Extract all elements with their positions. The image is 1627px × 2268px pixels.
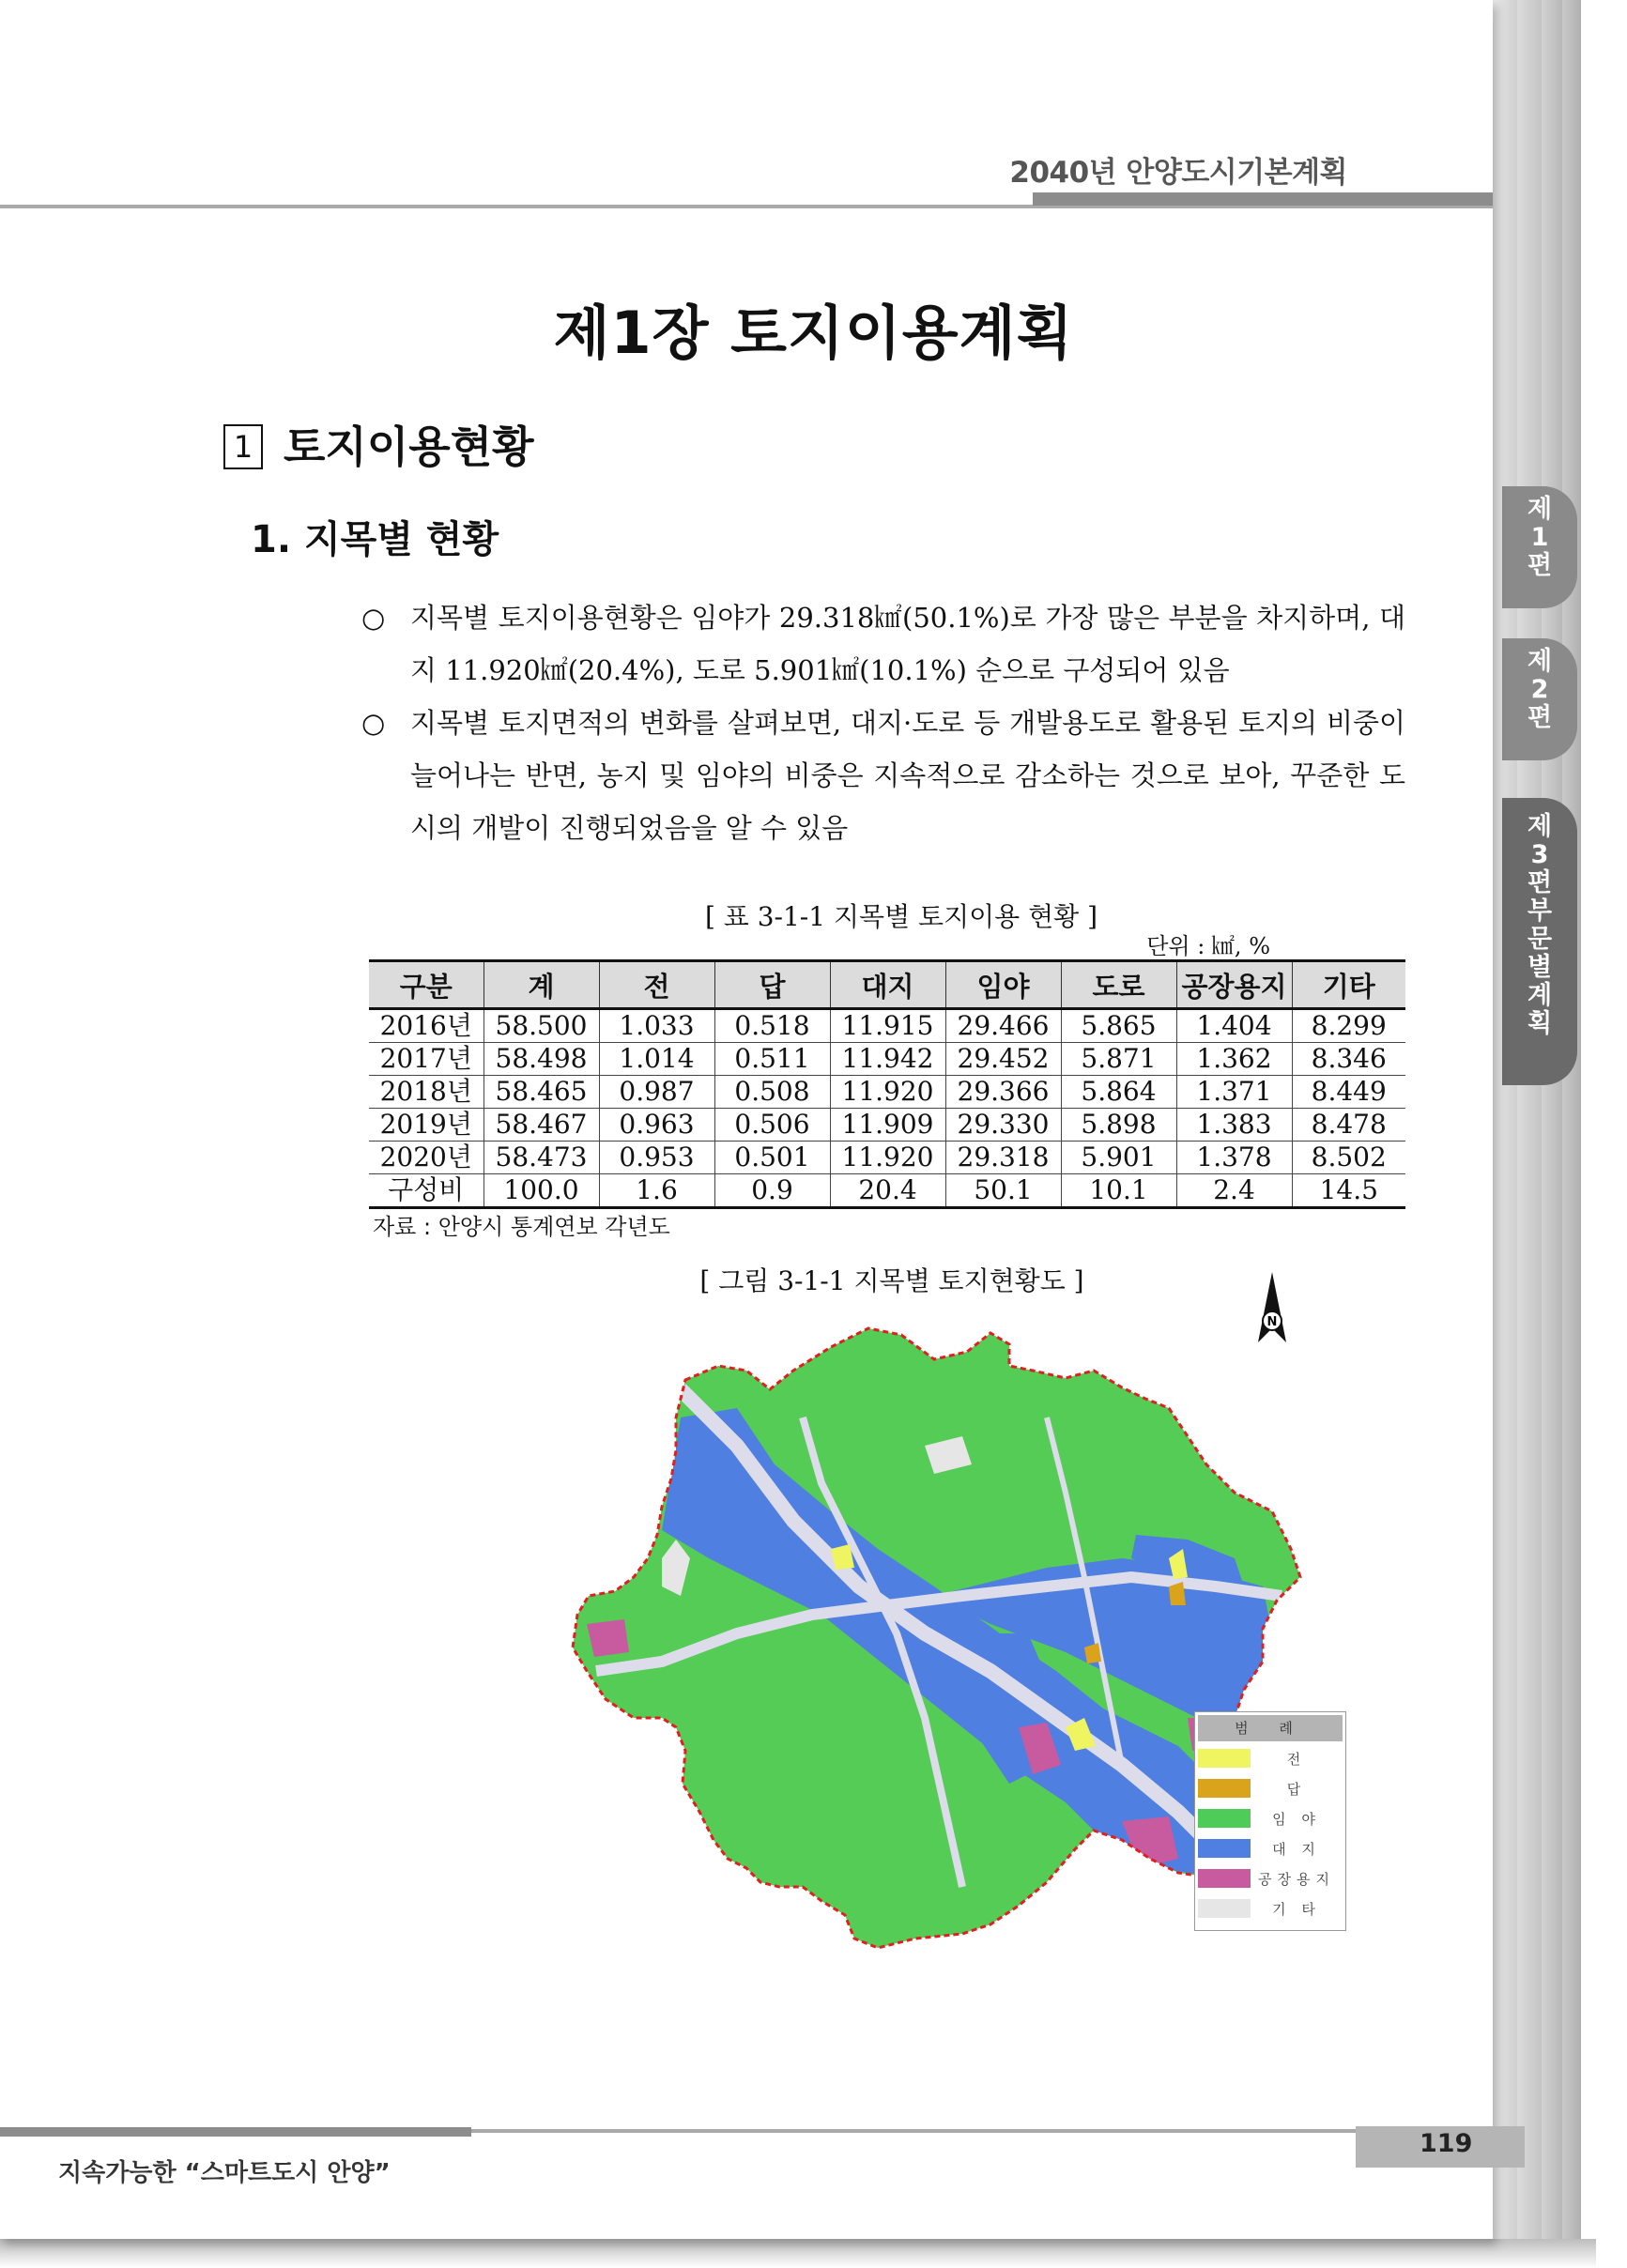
page-number: 119: [1420, 2129, 1473, 2158]
table-cell: 5.901: [1061, 1142, 1176, 1174]
header-rule-accent: [1033, 192, 1493, 206]
table-header-cell: 답: [714, 961, 830, 1009]
table-cell: 58.473: [483, 1142, 599, 1174]
table-cell: 8.449: [1292, 1076, 1405, 1109]
table-header-cell: 구분: [369, 961, 483, 1009]
legend-label: 기 타: [1272, 1901, 1321, 1918]
footer-slogan: 지속가능한 “스마트도시 안양”: [58, 2159, 391, 2187]
table-cell: 8.502: [1292, 1142, 1405, 1174]
bullet-paragraph: [361, 697, 1405, 854]
table-cell: 2.4: [1176, 1174, 1292, 1208]
section-heading: [223, 413, 534, 475]
table-header-cell: 임야: [945, 961, 1061, 1009]
legend-item: [1195, 1774, 1345, 1804]
table-cell: 29.452: [945, 1043, 1061, 1076]
table-cell: 11.915: [830, 1009, 945, 1043]
running-header: 2040년 안양도시기본계획: [1009, 156, 1347, 190]
bullet-circle-icon: ○: [361, 707, 386, 739]
table-cell: 1.6: [599, 1174, 714, 1208]
bullet-text: 지목별 토지면적의 변화를 살펴보면, 대지·도로 등 개발용도로 활용된 토지의 비중이 늘어나는 반면, 농지 및 임야의 비중은 지속적으로 감소하는 것으로 보아, 꾸준한 도시의 개발이 진행되었음을 알 수 있음: [410, 707, 1405, 844]
table-cell: 58.500: [483, 1009, 599, 1043]
legend-label: 임 야: [1272, 1811, 1321, 1828]
table-cell: 58.467: [483, 1109, 599, 1142]
table-cell: 0.511: [714, 1043, 830, 1076]
table-cell: 0.9: [714, 1174, 830, 1208]
table-cell: 0.987: [599, 1076, 714, 1109]
legend-label: 답: [1286, 1781, 1307, 1798]
bullet-text: 지목별 토지이용현황은 임야가 29.318㎢(50.1%)로 가장 많은 부분을 차지하며, 대지 11.920㎢(20.4%), 도로 5.901㎢(10.1%) 순으로 구성되어 있음: [410, 602, 1405, 686]
table-row-label: 2018년: [369, 1076, 483, 1109]
table-cell: 11.920: [830, 1076, 945, 1109]
section-number-box: 1: [223, 424, 263, 469]
land-use-table: [369, 959, 1405, 1209]
table-cell: 29.318: [945, 1142, 1061, 1174]
subsection-heading: 1. 지목별 현황: [251, 518, 499, 561]
legend-item: [1195, 1864, 1345, 1894]
table-header-cell: 기타: [1292, 961, 1405, 1009]
table-cell: 5.898: [1061, 1109, 1176, 1142]
table-row: [369, 1076, 1405, 1109]
tab-part-3[interactable]: 제 3 편 부 문 별 계 획: [1502, 798, 1577, 1085]
table-cell: 1.404: [1176, 1009, 1292, 1043]
map-legend: [1194, 1711, 1346, 1931]
legend-swatch: [1198, 1809, 1251, 1828]
table-row: [369, 1043, 1405, 1076]
table-caption: [ 표 3-1-1 지목별 토지이용 현황 ]: [704, 901, 1098, 932]
table-row-label: 구성비: [369, 1174, 483, 1208]
table-unit: 단위 : ㎢, %: [1146, 933, 1270, 959]
legend-swatch: [1198, 1749, 1251, 1768]
table-cell: 0.501: [714, 1142, 830, 1174]
table-cell: 29.366: [945, 1076, 1061, 1109]
section-title: 토지이용현황: [284, 421, 534, 472]
bullet-paragraph: [361, 591, 1405, 697]
table-cell: 14.5: [1292, 1174, 1405, 1208]
legend-item: [1195, 1894, 1345, 1924]
table-row-label: 2016년: [369, 1009, 483, 1043]
table-cell: 11.942: [830, 1043, 945, 1076]
table-cell: 29.466: [945, 1009, 1061, 1043]
table-cell: 11.920: [830, 1142, 945, 1174]
table-row: [369, 1142, 1405, 1174]
legend-swatch: [1198, 1779, 1251, 1798]
table-cell: 100.0: [483, 1174, 599, 1208]
figure-caption: [ 그림 3-1-1 지목별 토지현황도 ]: [699, 1265, 1084, 1296]
table-cell: 1.378: [1176, 1142, 1292, 1174]
table-row: [369, 1009, 1405, 1043]
table-header-row: [369, 961, 1405, 1009]
table-header-cell: 공장용지: [1176, 961, 1292, 1009]
table-row-label: 2020년: [369, 1142, 483, 1174]
table-cell: 1.033: [599, 1009, 714, 1043]
table-cell: 1.014: [599, 1043, 714, 1076]
chapter-title: 제1장 토지이용계획: [553, 299, 1074, 367]
legend-label: 공장용지: [1258, 1871, 1335, 1888]
legend-swatch: [1198, 1839, 1251, 1858]
footer-rule-accent: [0, 2127, 471, 2137]
table-source: 자료 : 안양시 통계연보 각년도: [373, 1214, 670, 1240]
legend-item: [1195, 1804, 1345, 1834]
table-cell: 10.1: [1061, 1174, 1176, 1208]
table-cell: 0.963: [599, 1109, 714, 1142]
table-cell: 50.1: [945, 1174, 1061, 1208]
table-cell: 1.383: [1176, 1109, 1292, 1142]
table-row: [369, 1109, 1405, 1142]
north-label: N: [1266, 1315, 1278, 1329]
legend-swatch: [1198, 1899, 1251, 1918]
legend-item: [1195, 1744, 1345, 1774]
map-factory-area: [587, 1619, 629, 1657]
legend-item: [1195, 1834, 1345, 1864]
table-cell: 5.871: [1061, 1043, 1176, 1076]
table-cell: 1.362: [1176, 1043, 1292, 1076]
table-cell: 20.4: [830, 1174, 945, 1208]
table-header-cell: 계: [483, 961, 599, 1009]
table-cell: 8.478: [1292, 1109, 1405, 1142]
table-cell: 29.330: [945, 1109, 1061, 1142]
page-bottom-shadow: [0, 2239, 1596, 2268]
table-cell: 0.508: [714, 1076, 830, 1109]
table-header-cell: 전: [599, 961, 714, 1009]
table-cell: 11.909: [830, 1109, 945, 1142]
table-cell: 0.518: [714, 1009, 830, 1043]
table-row-label: 2019년: [369, 1109, 483, 1142]
bullet-circle-icon: ○: [361, 602, 386, 634]
table-cell: 5.864: [1061, 1076, 1176, 1109]
table-header-cell: 도로: [1061, 961, 1176, 1009]
table-cell: 1.371: [1176, 1076, 1292, 1109]
table-cell: 58.498: [483, 1043, 599, 1076]
table-cell: 8.299: [1292, 1009, 1405, 1043]
table-header-cell: 대지: [830, 961, 945, 1009]
tab-part-2[interactable]: 제 2 편: [1502, 638, 1577, 760]
legend-title: 범 례: [1198, 1715, 1343, 1741]
tab-part-1[interactable]: 제 1 편: [1502, 486, 1577, 608]
table-cell: 5.865: [1061, 1009, 1176, 1043]
table-cell: 8.346: [1292, 1043, 1405, 1076]
table-cell: 0.953: [599, 1142, 714, 1174]
map-factory-area: [1122, 1816, 1178, 1868]
table-cell: 0.506: [714, 1109, 830, 1142]
table-row-label: 2017년: [369, 1043, 483, 1076]
legend-swatch: [1198, 1869, 1251, 1888]
north-arrow-icon: [1249, 1272, 1296, 1366]
table-cell: 58.465: [483, 1076, 599, 1109]
legend-label: 대 지: [1272, 1841, 1321, 1858]
legend-label: 전: [1286, 1751, 1307, 1768]
table-row: [369, 1174, 1405, 1208]
